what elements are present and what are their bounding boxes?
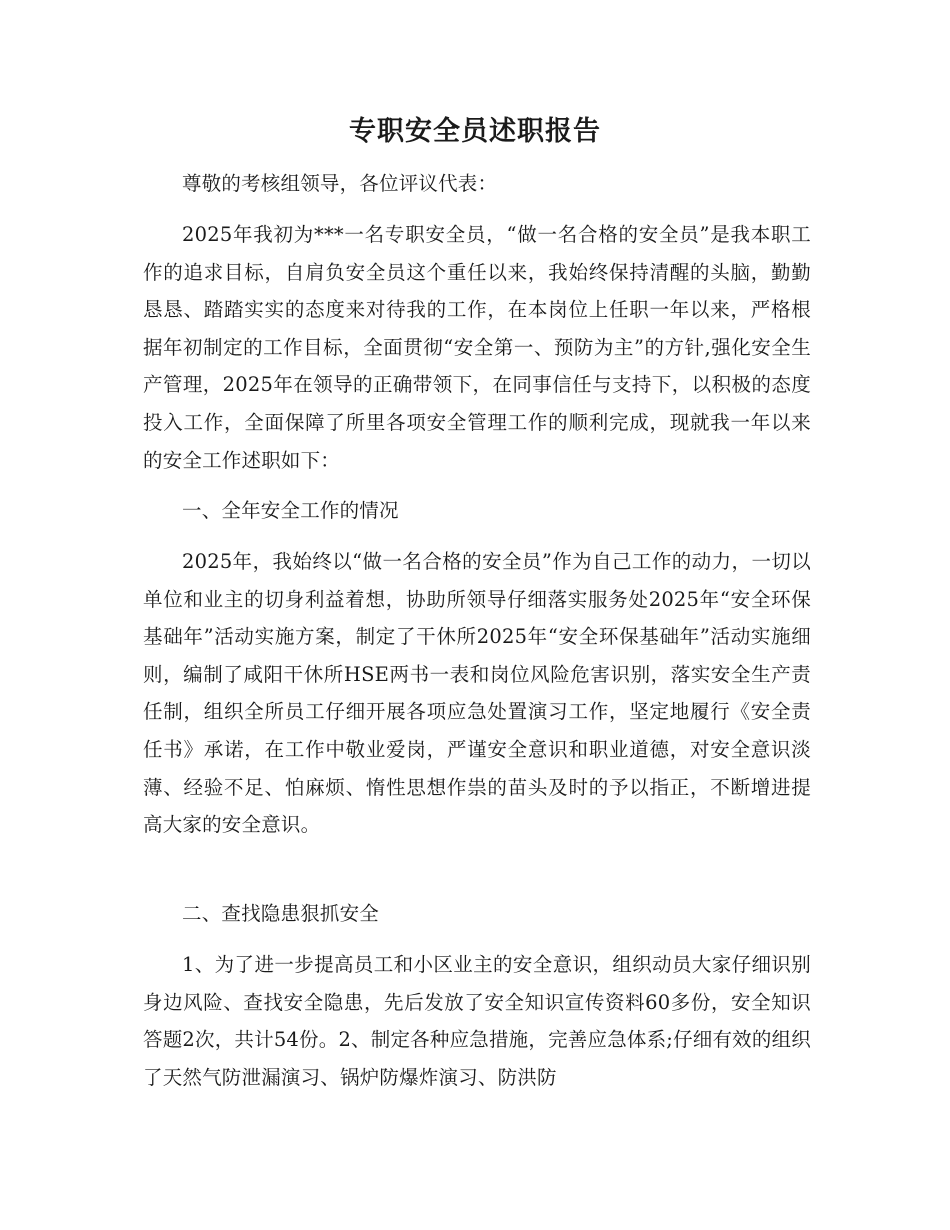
section-heading-2: 二、查找隐患狠抓安全	[182, 902, 380, 925]
intro-paragraph: 2025年我初为***一名专职安全员，“做一名合格的安全员”是我本职工作的追求目标，自肩负安全员这个重任以来，我始终保持清醒的头脑，勤勤恳恳、踏踏实实的态度来对待我的工作，在本岗位上任职一年以来，严格根据年初制定的工作目标，全面贯彻“安全第一、预防为主”的方针,强化安全生产管理，2025年在领导的正确带领下，在同事信任与支持下，以积极的态度投入工作，全面保障了所里各项安全管理工作的顺利完成，现就我一年以来的安全工作述职如下：	[143, 223, 811, 472]
section-heading-1: 一、全年安全工作的情况	[182, 499, 399, 522]
section-paragraph-1: 2025年，我始终以“做一名合格的安全员”作为自己工作的动力，一切以单位和业主的切身利益着想，协助所领导仔细落实服务处2025年“安全环保基础年”活动实施方案，制定了干休所2025年“安全环保基础年”活动实施细则，编制了咸阳干休所HSE两书一表和岗位风险危害识别，落实安全生产责任制，组织全所员工仔细开展各项应急处置演习工作，坚定地履行《安全责任书》承诺，在工作中敬业爱岗，严谨安全意识和职业道德，对安全意识淡薄、经验不足、怕麻烦、惰性思想作祟的苗头及时的予以指正，不断增进提高大家的安全意识。	[143, 550, 811, 837]
document-title: 专职安全员述职报告	[349, 116, 601, 147]
section-paragraph-2: 1、为了进一步提高员工和小区业主的安全意识，组织动员大家仔细识别身边风险、查找安全隐患，先后发放了安全知识宣传资料60多份，安全知识答题2次，共计54份。2、制定各种应急措施，完善应急体系;仔细有效的组织了天然气防泄漏演习、锅炉防爆炸演习、防洪防	[143, 953, 811, 1089]
salutation: 尊敬的考核组领导，各位评议代表：	[182, 172, 498, 195]
